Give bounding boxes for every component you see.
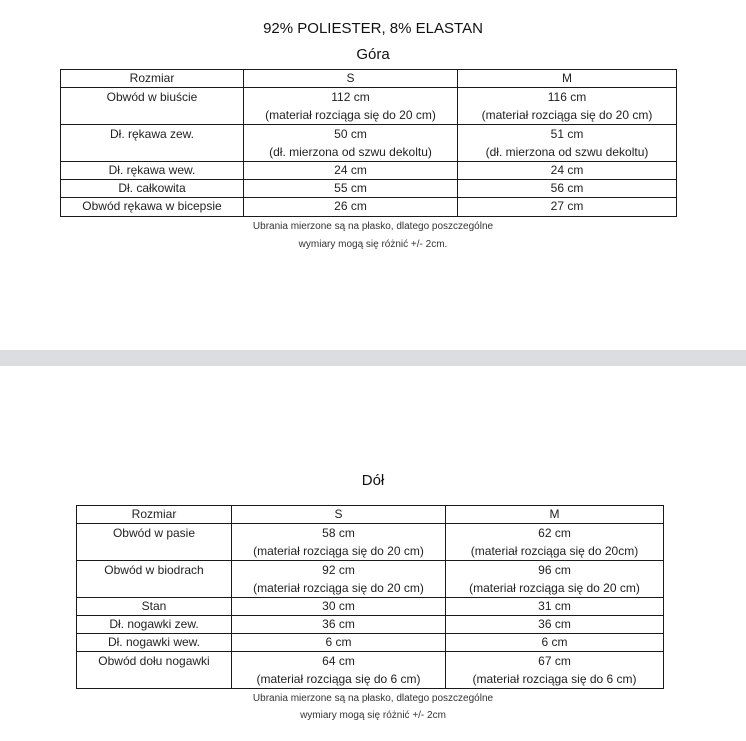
value-m: 62 cm (materiał rozciąga się do 20cm) — [446, 524, 664, 561]
value-m: 36 cm — [446, 616, 664, 634]
table-row — [77, 598, 664, 616]
top-section — [0, 0, 746, 350]
bottom-section — [0, 366, 746, 741]
value-s: 55 cm — [244, 180, 458, 198]
table-row — [77, 561, 664, 598]
table-row — [77, 524, 664, 561]
header-size: Rozmiar — [61, 70, 244, 88]
value-m: 27 cm — [458, 198, 677, 217]
header-s: S — [244, 70, 458, 88]
value-s: 26 cm — [244, 198, 458, 217]
header-s: S — [232, 506, 446, 524]
bottom-size-table — [76, 505, 664, 689]
value-s: 6 cm — [232, 634, 446, 652]
header-m: M — [446, 506, 664, 524]
value-s: 58 cm (materiał rozciąga się do 20 cm) — [232, 524, 446, 561]
value-s: 112 cm (materiał rozciąga się do 20 cm) — [244, 88, 458, 125]
section-divider — [0, 350, 746, 366]
table-row — [77, 652, 664, 689]
table-header-row — [77, 506, 664, 524]
row-label: Stan — [77, 598, 232, 616]
table-header-row — [61, 70, 677, 88]
top-note-line-1: Ubrania mierzone są na płasko, dlatego poszczególne — [252, 221, 494, 232]
row-label: Dł. nogawki zew. — [77, 616, 232, 634]
value-m: 67 cm (materiał rozciąga się do 6 cm) — [446, 652, 664, 689]
bottom-note-line-1: Ubrania mierzone są na płasko, dlatego poszczególne — [252, 693, 494, 704]
row-label: Obwód rękawa w bicepsie — [61, 198, 244, 217]
value-s: 24 cm — [244, 162, 458, 180]
table-row — [61, 180, 677, 198]
top-title: Góra — [356, 46, 390, 63]
row-label: Dł. rękawa zew. — [61, 125, 244, 162]
top-size-table — [60, 69, 677, 217]
table-row — [61, 88, 677, 125]
table-row — [61, 198, 677, 217]
header-size: Rozmiar — [77, 506, 232, 524]
value-s: 64 cm (materiał rozciąga się do 6 cm) — [232, 652, 446, 689]
table-row — [61, 162, 677, 180]
value-m: 51 cm (dł. mierzona od szwu dekoltu) — [458, 125, 677, 162]
bottom-note-line-2: wymiary mogą się różnić +/- 2cm — [300, 710, 446, 721]
row-label: Obwód w biuście — [61, 88, 244, 125]
value-m: 31 cm — [446, 598, 664, 616]
table-row — [77, 634, 664, 652]
value-m: 24 cm — [458, 162, 677, 180]
bottom-title: Dół — [361, 472, 385, 489]
value-m: 56 cm — [458, 180, 677, 198]
value-s: 36 cm — [232, 616, 446, 634]
row-label: Obwód w pasie — [77, 524, 232, 561]
row-label: Dł. nogawki wew. — [77, 634, 232, 652]
row-label: Dł. całkowita — [61, 180, 244, 198]
table-row — [61, 125, 677, 162]
value-s: 30 cm — [232, 598, 446, 616]
value-m: 6 cm — [446, 634, 664, 652]
table-row — [77, 616, 664, 634]
value-m: 116 cm (materiał rozciąga się do 20 cm) — [458, 88, 677, 125]
top-note-line-2: wymiary mogą się różnić +/- 2cm. — [298, 239, 448, 250]
row-label: Obwód dołu nogawki — [77, 652, 232, 689]
row-label: Obwód w biodrach — [77, 561, 232, 598]
row-label: Dł. rękawa wew. — [61, 162, 244, 180]
value-s: 50 cm (dł. mierzona od szwu dekoltu) — [244, 125, 458, 162]
material-heading: 92% POLIESTER, 8% ELASTAN — [263, 20, 483, 37]
header-m: M — [458, 70, 677, 88]
value-m: 96 cm (materiał rozciąga się do 20 cm) — [446, 561, 664, 598]
value-s: 92 cm (materiał rozciąga się do 20 cm) — [232, 561, 446, 598]
